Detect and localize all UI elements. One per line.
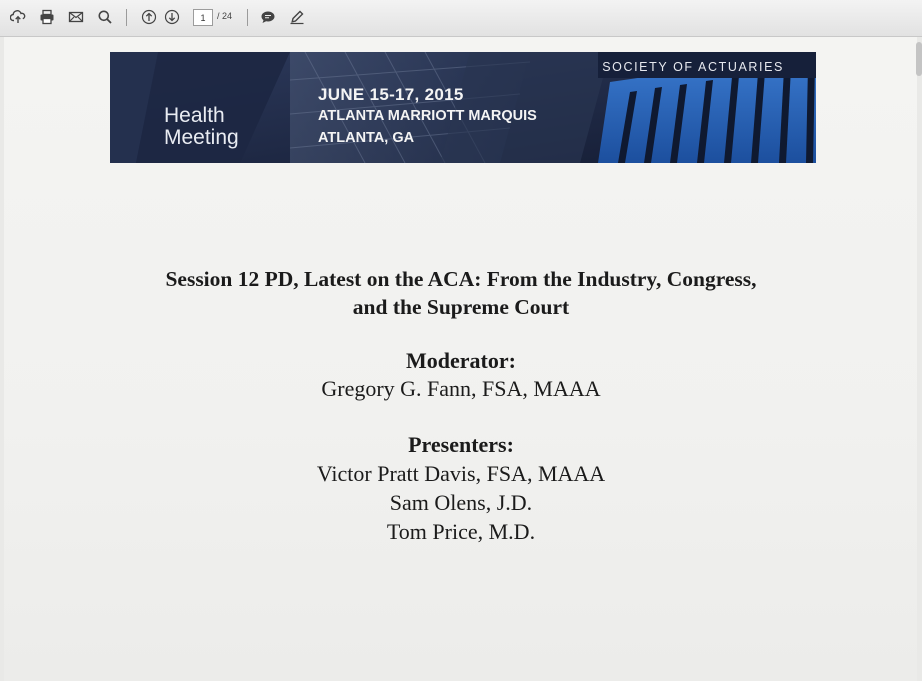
event-venue: ATLANTA MARRIOTT MARQUIS <box>318 108 537 124</box>
page-total-label: / 24 <box>217 11 233 21</box>
pen-icon[interactable] <box>288 8 306 26</box>
event-name <box>164 105 239 149</box>
toolbar-divider <box>247 9 248 26</box>
session-title <box>0 265 922 321</box>
print-icon[interactable] <box>38 8 56 26</box>
event-date: JUNE 15-17, 2015 <box>318 85 464 104</box>
search-icon[interactable] <box>96 8 114 26</box>
event-city: ATLANTA, GA <box>318 130 415 146</box>
comment-icon[interactable] <box>259 8 277 26</box>
event-details <box>318 84 537 149</box>
toolbar-divider <box>126 9 127 26</box>
event-banner <box>110 52 816 163</box>
moderator-name: Gregory G. Fann, FSA, MAAA <box>321 376 601 401</box>
event-name-line1: Health <box>164 104 225 127</box>
mail-icon[interactable] <box>67 8 85 26</box>
previous-page-icon[interactable] <box>140 8 158 26</box>
page-number-input[interactable] <box>193 9 213 26</box>
organization-name: SOCIETY OF ACTUARIES <box>602 60 784 74</box>
session-title-line2: and the Supreme Court <box>352 295 570 319</box>
presenter-name: Tom Price, M.D. <box>386 519 536 544</box>
upload-cloud-icon[interactable] <box>9 8 27 26</box>
vertical-scrollbar[interactable] <box>916 42 922 76</box>
presenters-heading: Presenters: <box>408 432 514 457</box>
presenter-name: Victor Pratt Davis, FSA, MAAA <box>316 461 606 486</box>
next-page-icon[interactable] <box>163 8 181 26</box>
presenter-name: Sam Olens, J.D. <box>389 490 533 515</box>
moderator-heading: Moderator: <box>406 348 516 373</box>
session-title-line1: Session 12 PD, Latest on the ACA: From the Industry, Congress, <box>165 267 757 291</box>
event-name-line2: Meeting <box>164 126 239 149</box>
pdf-toolbar <box>0 0 922 37</box>
